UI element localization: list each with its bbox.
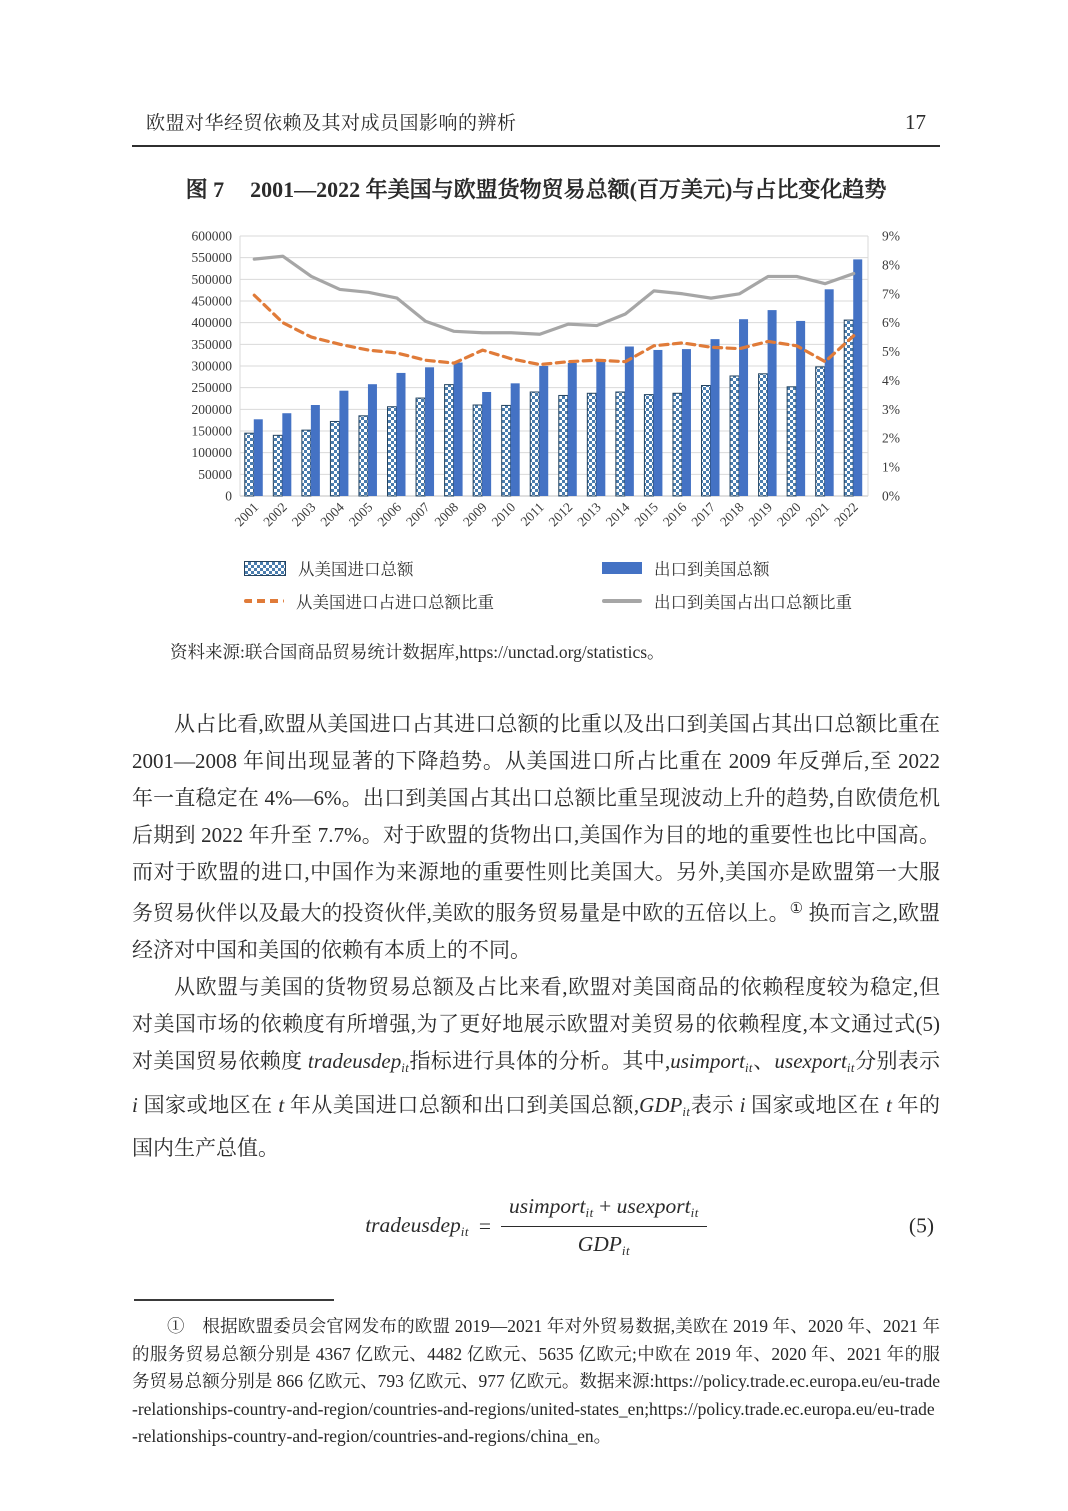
running-head <box>132 108 940 135</box>
equation-body <box>365 1194 707 1259</box>
legend-item-export-share <box>602 589 912 613</box>
fraction-denominator: GDPit <box>577 1231 631 1258</box>
svg-text:2011: 2011 <box>517 499 547 529</box>
svg-text:9%: 9% <box>882 228 900 244</box>
running-head-title: 欧盟对华经贸依赖及其对成员国影响的辨析 <box>146 113 517 134</box>
svg-text:4%: 4% <box>882 372 900 388</box>
svg-text:2012: 2012 <box>545 499 576 530</box>
svg-text:2015: 2015 <box>631 499 662 530</box>
data-source-note: 资料来源:联合国商品贸易统计数据库,https://unctad.org/statistics。 <box>170 642 665 662</box>
svg-text:400000: 400000 <box>191 315 232 331</box>
svg-text:2013: 2013 <box>574 499 604 530</box>
export-share-line-swatch-icon <box>602 599 642 603</box>
trade-chart-svg <box>160 222 912 554</box>
svg-text:3%: 3% <box>882 401 900 417</box>
svg-text:8%: 8% <box>882 257 900 273</box>
svg-text:2006: 2006 <box>374 499 405 530</box>
legend-item-import-total <box>244 556 602 580</box>
svg-text:2005: 2005 <box>345 499 376 530</box>
equation-fraction <box>501 1194 707 1259</box>
paragraph-2: 从欧盟与美国的货物贸易总额及占比来看,欧盟对美国商品的依赖程度较为稳定,但对美国市场的依赖度有所增强,为了更好地展示欧盟对美贸易的依赖程度,本文通过式(5)对美国贸易依赖度 tradeusdepit指标进行具体的分析。其中,usimportit、usexportit分别表示 i 国家或地区在 t 年从美国进口总额和出口到美国总额,GDPit表示 i 国家或地区在 t 年的国内生产总值。 <box>132 974 941 1161</box>
export-bar-swatch-icon <box>602 562 642 574</box>
svg-text:2010: 2010 <box>488 499 519 530</box>
svg-text:450000: 450000 <box>191 293 232 309</box>
legend-label: 出口到美国占出口总额比重 <box>654 593 852 612</box>
svg-text:2014: 2014 <box>602 499 633 530</box>
svg-text:2001: 2001 <box>231 499 262 530</box>
fraction-numerator: usimportit + usexportit <box>501 1194 707 1227</box>
svg-text:2017: 2017 <box>688 499 719 530</box>
svg-text:2%: 2% <box>882 430 900 446</box>
svg-text:2007: 2007 <box>402 499 433 530</box>
figure-title <box>132 173 940 204</box>
svg-text:7%: 7% <box>882 286 900 302</box>
svg-text:500000: 500000 <box>191 271 232 287</box>
trade-chart <box>160 222 912 613</box>
legend-item-import-share <box>244 589 602 613</box>
body-text <box>132 706 940 1167</box>
svg-text:6%: 6% <box>882 315 900 331</box>
svg-text:350000: 350000 <box>191 336 232 352</box>
svg-text:2020: 2020 <box>774 499 804 530</box>
svg-text:0: 0 <box>225 488 232 504</box>
legend-label: 从美国进口占进口总额比重 <box>296 593 494 612</box>
import-bar-swatch-icon <box>244 561 286 576</box>
equation-5 <box>132 1183 940 1269</box>
svg-text:2002: 2002 <box>260 499 290 530</box>
header-rule <box>132 145 940 147</box>
svg-text:2003: 2003 <box>288 499 319 530</box>
svg-text:0%: 0% <box>882 488 900 504</box>
svg-text:100000: 100000 <box>191 445 232 461</box>
svg-text:2021: 2021 <box>802 499 833 530</box>
svg-text:300000: 300000 <box>191 358 232 374</box>
svg-text:150000: 150000 <box>191 423 232 439</box>
equation-lhs: tradeusdepit <box>365 1212 469 1239</box>
legend-item-export-total <box>602 556 912 580</box>
equation-number: (5) <box>908 1213 934 1238</box>
page-number: 17 <box>905 110 926 134</box>
svg-text:550000: 550000 <box>191 250 232 266</box>
svg-text:50000: 50000 <box>198 466 232 482</box>
chart-legend <box>244 556 912 613</box>
svg-text:250000: 250000 <box>191 380 232 396</box>
figure-label: 图 7 <box>185 177 225 202</box>
svg-text:2004: 2004 <box>317 499 348 530</box>
svg-text:2009: 2009 <box>460 499 490 530</box>
svg-text:1%: 1% <box>882 459 900 475</box>
svg-text:200000: 200000 <box>191 401 232 417</box>
paragraph-1: 从占比看,欧盟从美国进口占其进口总额的比重以及出口到美国占其出口总额比重在 2001—2008 年间出现显著的下降趋势。从美国进口所占比重在 2009 年反弹后,至 2022 年一直稳定在 4%—6%。出口到美国占其出口总额比重呈现波动上升的趋势,自欧债危机后期到 2022 年升至 7.7%。对于欧盟的货物出口,美国作为目的地的重要性也比中国高。而对于欧盟的进口,中国作为来源地的重要性则比美国大。另外,美国亦是欧盟第一大服务贸易伙伴以及最大的投资伙伴,美欧的服务贸易量是中欧的五倍以上。① 换而言之,欧盟经济对中国和美国的依赖有本质上的不同。 <box>132 712 941 962</box>
svg-text:5%: 5% <box>882 344 900 360</box>
svg-text:2008: 2008 <box>431 499 462 530</box>
svg-text:2018: 2018 <box>716 499 747 530</box>
figure-title-text: 2001—2022 年美国与欧盟货物贸易总额(百万美元)与占比变化趋势 <box>250 177 887 202</box>
svg-text:2022: 2022 <box>831 499 861 530</box>
legend-label: 从美国进口总额 <box>298 560 414 579</box>
equals-sign: = <box>478 1213 492 1238</box>
legend-label: 出口到美国总额 <box>654 560 770 579</box>
footnote-rule <box>134 1299 334 1301</box>
svg-text:2016: 2016 <box>659 499 690 530</box>
import-share-line-swatch-icon <box>244 599 284 603</box>
footnote-text: ① 根据欧盟委员会官网发布的欧盟 2019—2021 年对外贸易数据,美欧在 2019 年、2020 年、2021 年的服务贸易总额分别是 4367 亿欧元、4482 亿欧元、5635 亿欧元;中欧在 2019 年、2020 年、2021 年的服务贸易总额分别是 866 亿欧元、793 亿欧元、977 亿欧元。数据来源:https://policy.trade.ec.europa.eu/eu-trade-relationships-country-and-region/countries-and-regions/united-states_en;https://policy.trade.ec.europa.eu/eu-trade-relationships-country-and-region/countries-and-regions/china_en。 <box>132 1316 940 1447</box>
svg-text:600000: 600000 <box>191 228 232 244</box>
svg-text:2019: 2019 <box>745 499 776 530</box>
